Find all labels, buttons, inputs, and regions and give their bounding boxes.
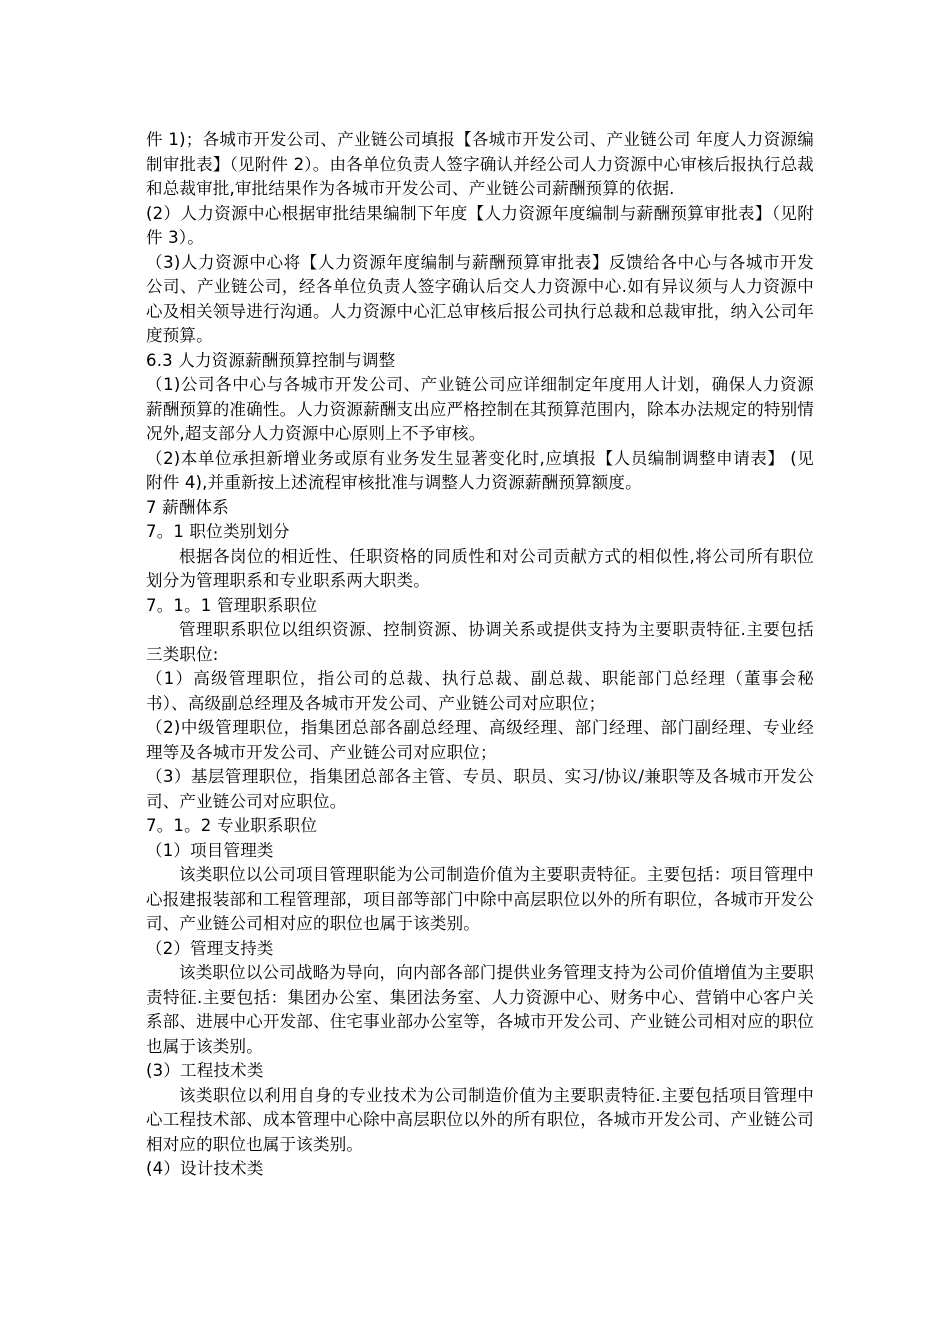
paragraph: 件 1)；各城市开发公司、产业链公司填报【各城市开发公司、产业链公司 年度人力资源编制审批表】（见附件 2）。由各单位负责人签字确认并经公司人力资源中心审核后报执行总裁和总裁审批,审批结果作为各城市开发公司、产业链公司薪酬预算的依据.: [146, 130, 814, 198]
paragraph: (2）人力资源中心根据审批结果编制下年度【人力资源年度编制与薪酬预算审批表】（见附件 3）。: [146, 203, 814, 247]
paragraph: （3)人力资源中心将【人力资源年度编制与薪酬预算审批表】反馈给各中心与各城市开发公司、产业链公司，经各单位负责人签字确认后交人力资源中心.如有异议须与人力资源中心及相关领导进行沟通。人力资源中心汇总审核后报公司执行总裁和总裁审批，纳入公司年度预算。: [146, 252, 814, 345]
subheading: (4）设计技术类: [146, 1159, 264, 1178]
document-body: [146, 128, 814, 1182]
subheading: (3）工程技术类: [146, 1061, 264, 1080]
paragraph: 该类职位以利用自身的专业技术为公司制造价值为主要职责特征.主要包括项目管理中心工程技术部、成本管理中心除中高层职位以外的所有职位，各城市开发公司、产业链公司相对应的职位也属于该类别。: [146, 1085, 814, 1154]
list-item: （3）基层管理职位，指集团总部各主管、专员、职员、实习/协议/兼职等及各城市开发公司、产业链公司对应职位。: [146, 767, 814, 811]
paragraph: （1)公司各中心与各城市开发公司、产业链公司应详细制定年度用人计划，确保人力资源薪酬预算的准确性。人力资源薪酬支出应严格控制在其预算范围内，除本办法规定的特别情况外,超支部分人力资源中心原则上不予审核。: [146, 375, 814, 443]
section-heading: 7。1。2 专业职系职位: [146, 816, 318, 835]
section-heading: 6.3 人力资源薪酬预算控制与调整: [146, 350, 396, 370]
paragraph: 该类职位以公司战略为导向，向内部各部门提供业务管理支持为公司价值增值为主要职责特征.主要包括：集团办公室、集团法务室、人力资源中心、财务中心、营销中心客户关系部、进展中心开发部、住宅事业部办公室等，各城市开发公司、产业链公司相对应的职位也属于该类别。: [146, 963, 814, 1056]
list-item: （2)中级管理职位，指集团总部各副总经理、高级经理、部门经理、部门副经理、专业经理等及各城市开发公司、产业链公司对应职位；: [146, 718, 814, 762]
section-heading: 7。1 职位类别划分: [146, 522, 290, 541]
subheading: （2）管理支持类: [146, 938, 274, 958]
subheading: （1）项目管理类: [146, 840, 274, 860]
paragraph: 根据各岗位的相近性、任职资格的同质性和对公司贡献方式的相似性,将公司所有职位划分为管理职系和专业职系两大职类。: [146, 546, 814, 590]
paragraph: 管理职系职位以组织资源、控制资源、协调关系或提供支持为主要职责特征.主要包括三类职位:: [146, 620, 814, 664]
list-item: （1）高级管理职位，指公司的总裁、执行总裁、副总裁、职能部门总经理（董事会秘书）、高级副总经理及各城市开发公司、产业链公司对应职位；: [146, 669, 814, 713]
paragraph: （2)本单位承担新增业务或原有业务发生显著变化时,应填报【人员编制调整申请表】 (见附件 4),并重新按上述流程审核批准与调整人力资源薪酬预算额度。: [146, 448, 814, 492]
section-heading: 7。1。1 管理职系职位: [146, 595, 318, 615]
section-heading: 7 薪酬体系: [146, 497, 229, 517]
paragraph: 该类职位以公司项目管理职能为公司制造价值为主要职责特征。主要包括：项目管理中心报建报装部和工程管理部，项目部等部门中除中高层职位以外的所有职位，各城市开发公司、产业链公司相对应的职位也属于该类别。: [146, 865, 814, 933]
